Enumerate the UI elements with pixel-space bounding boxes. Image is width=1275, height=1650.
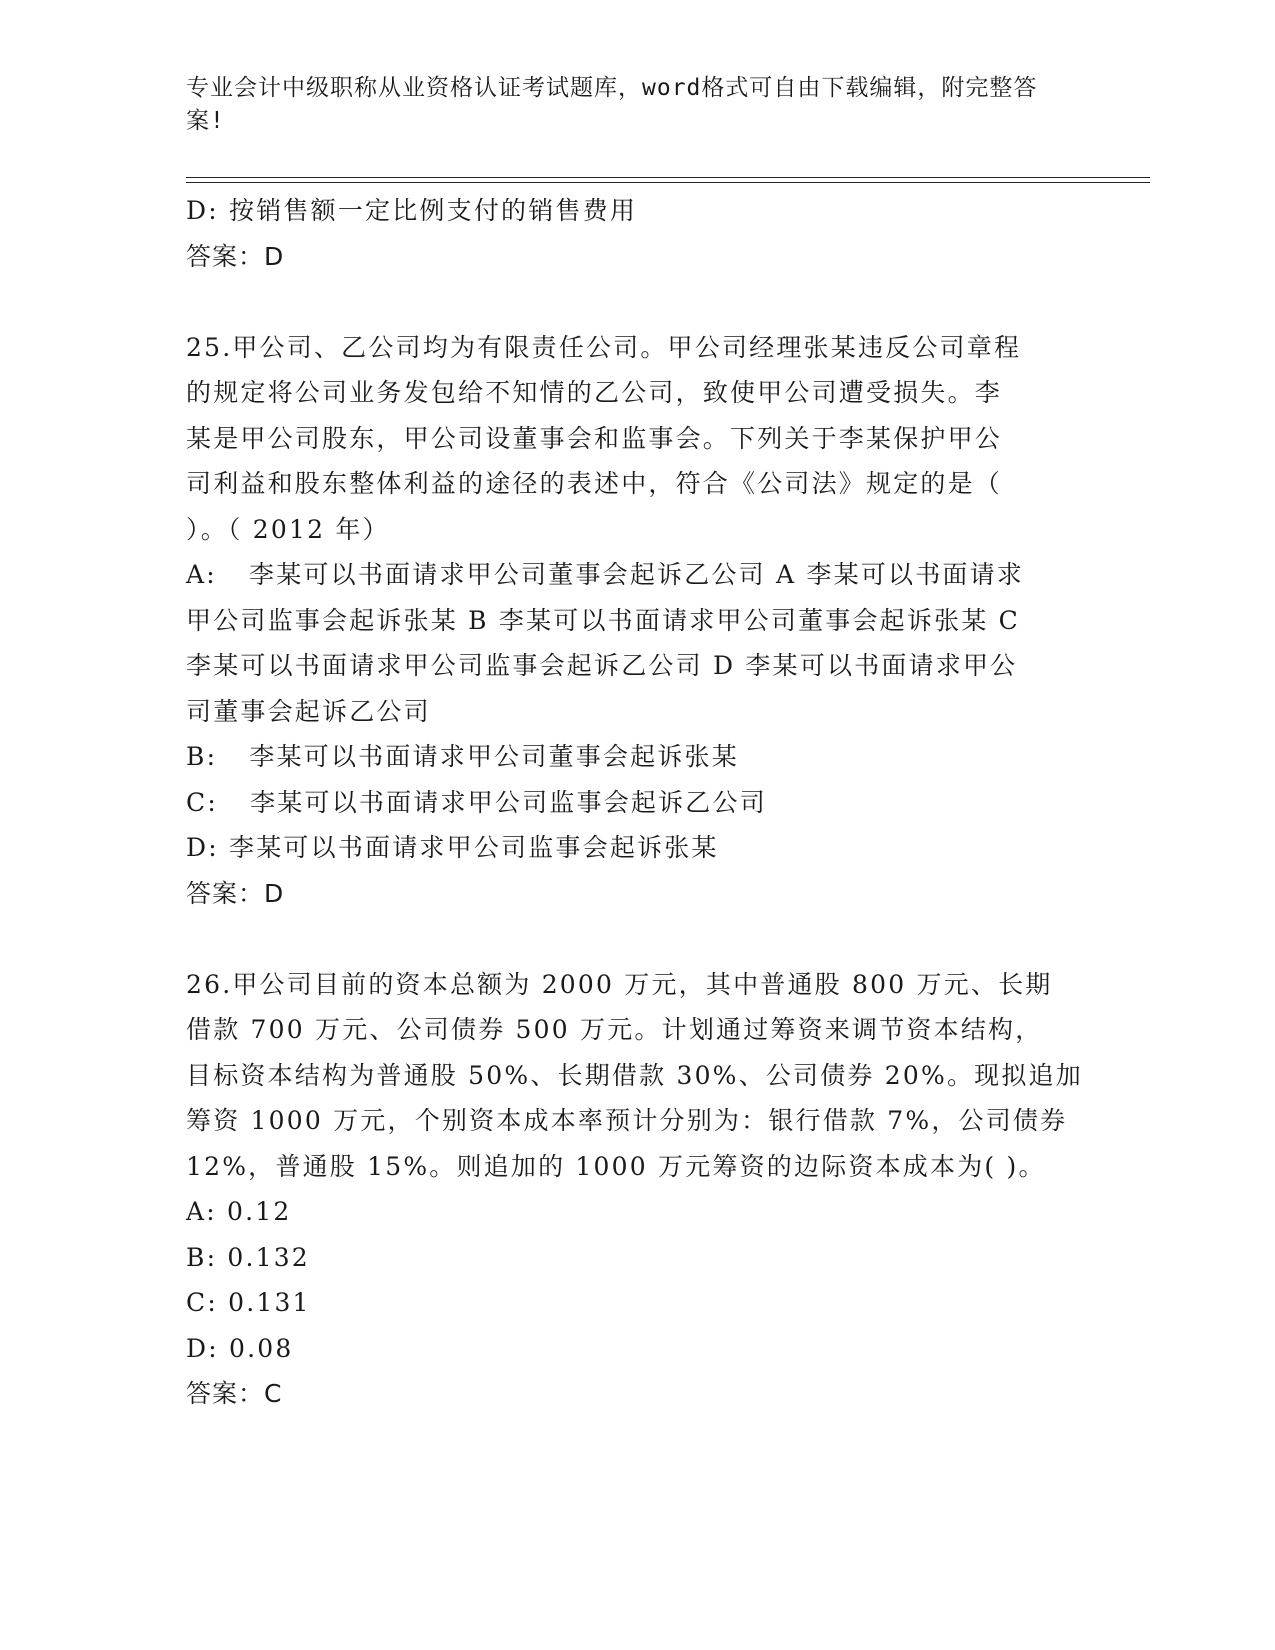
header-line-2: 案! [186,108,225,134]
q25-option-a-line-1 [186,552,1086,598]
q25-option-b [186,734,1086,780]
q25-option-a-prefix: A: [186,560,217,589]
q25-option-b-text: 李某可以书面请求甲公司董事会起诉张某 [249,742,739,771]
q25-option-d-prefix: D: [186,833,219,862]
q25-option-a-line-3: 李某可以书面请求甲公司监事会起诉乙公司 D 李某可以书面请求甲公 [186,651,1018,680]
header-rule-bottom [186,182,1150,183]
q25-option-b-prefix: B: [186,742,218,771]
q25-stem-line-5: ）。（ 2012 年） [186,514,390,544]
q25-stem-line-1: 25.甲公司、乙公司均为有限责任公司。甲公司经理张某违反公司章程 [186,332,1022,362]
spacer [186,279,1086,325]
q25-option-a-line-4: 司董事会起诉乙公司 [186,696,431,726]
q25-option-d-text: 李某可以书面请求甲公司监事会起诉张某 [229,833,719,862]
question-content [186,188,1086,1417]
q25-stem-line-3: 某是甲公司股东，甲公司设董事会和监事会。下列关于李某保护甲公 [186,423,1003,453]
q26-stem-line-5: 12%，普通股 15%。则追加的 1000 万元筹资的边际资本成本为( )。 [186,1151,1046,1181]
page-header [186,72,1066,138]
header-line-1: 专业会计中级职称从业资格认证考试题库，word格式可自由下载编辑，附完整答 [186,75,1038,101]
q25-option-a-text-1: 李某可以书面请求甲公司董事会起诉乙公司 A 李某可以书面请求 [249,560,1024,589]
q24-answer: 答案：D [186,241,285,271]
q26-option-c: C: 0.131 [186,1288,311,1317]
q24-option-d [186,188,1086,234]
q26-stem-line-3: 目标资本结构为普通股 50%、长期借款 30%、公司债券 20%。现拟追加 [186,1060,1083,1090]
q25-option-c [186,780,1086,826]
q26-stem-line-2: 借款 700 万元、公司债券 500 万元。计划通过筹资来调节资本结构， [186,1015,1043,1044]
q26-option-b: B: 0.132 [186,1242,310,1272]
q26-option-a: A: 0.12 [186,1197,292,1226]
q24-option-d-text: 按销售额一定比例支付的销售费用 [229,196,638,225]
q25-stem-line-4: 司利益和股东整体利益的途径的表述中，符合《公司法》规定的是（ [186,469,1003,498]
q26-stem-line-4: 筹资 1000 万元，个别资本成本率预计分别为：银行借款 7%，公司债券 [186,1106,1068,1135]
q25-option-a-line-2: 甲公司监事会起诉张某 B 李某可以书面请求甲公司董事会起诉张某 C [186,605,1020,635]
q26-stem-line-1: 26.甲公司目前的资本总额为 2000 万元，其中普通股 800 万元、长期 [186,969,1053,999]
q24-option-d-prefix: D: [186,196,219,225]
q25-option-d [186,825,1086,871]
q25-option-c-prefix: C: [186,787,218,817]
q26-answer: 答案：C [186,1379,283,1408]
header-rule-top [186,177,1150,178]
q25-answer: 答案：D [186,878,285,908]
q25-stem-line-2: 的规定将公司业务发包给不知情的乙公司，致使甲公司遭受损失。李 [186,378,1003,407]
spacer [186,916,1086,962]
q26-option-d: D: 0.08 [186,1333,294,1363]
q25-option-c-text: 李某可以书面请求甲公司监事会起诉乙公司 [250,787,767,817]
